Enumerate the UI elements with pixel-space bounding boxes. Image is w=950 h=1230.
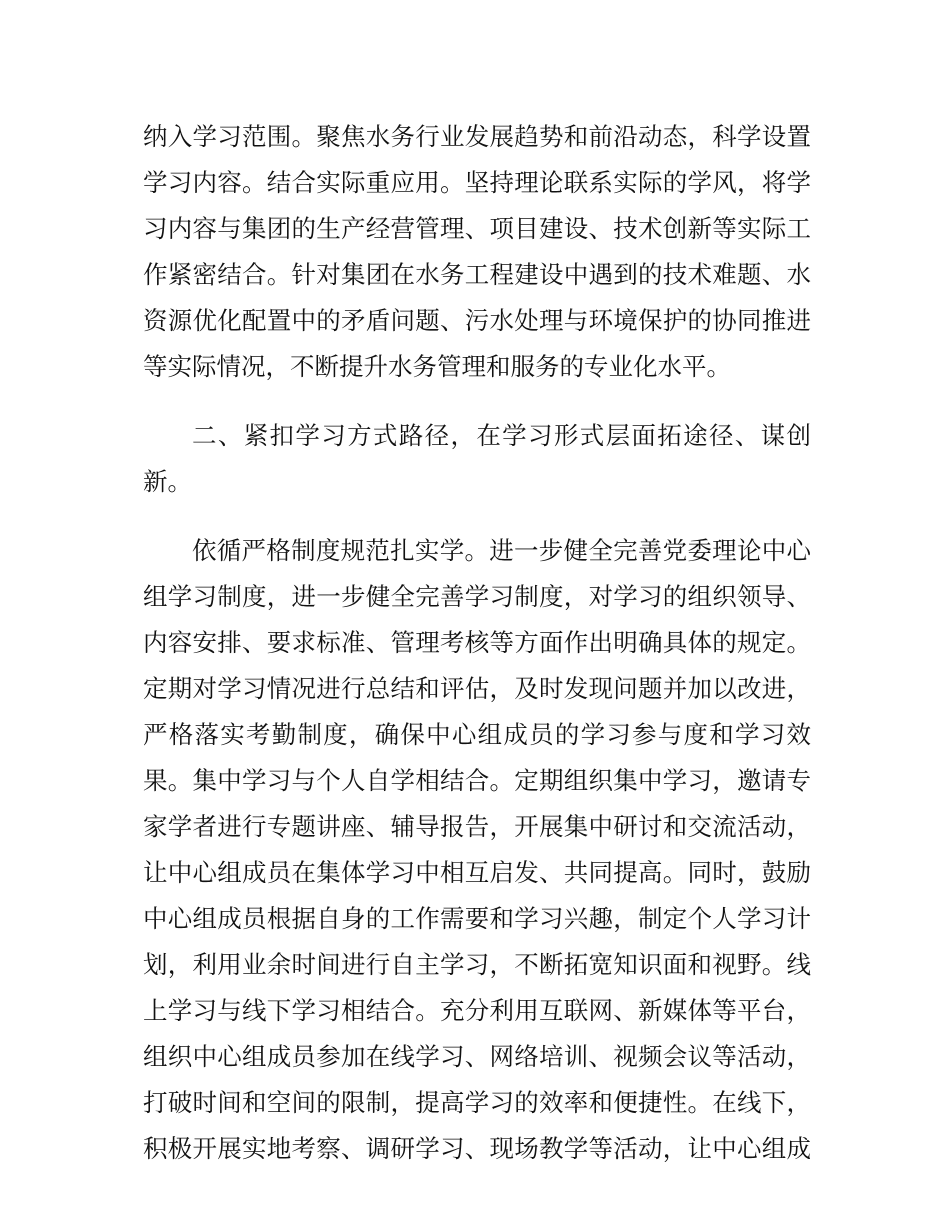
text-line: 让中心组成员在集体学习中相互启发、共同提高。同时，鼓励 (143, 858, 811, 887)
text-line: 定期对学习情况进行总结和评估，及时发现问题并加以改进， (143, 674, 811, 703)
text-line: 资源优化配置中的矛盾问题、污水处理与环境保护的协同推进 (143, 306, 811, 335)
paragraph-continued (143, 114, 811, 390)
text-line: 习内容与集团的生产经营管理、项目建设、技术创新等实际工 (143, 214, 811, 243)
text-line: 学习内容。结合实际重应用。坚持理论联系实际的学风，将学 (143, 168, 811, 197)
document-body (143, 114, 811, 1172)
text-line: 新。 (143, 467, 192, 496)
section-heading (143, 413, 811, 505)
text-line: 打破时间和空间的限制，提高学习的效率和便捷性。在线下， (143, 1088, 811, 1117)
text-line: 组织中心组成员参加在线学习、网络培训、视频会议等活动， (143, 1042, 811, 1071)
text-line: 上学习与线下学习相结合。充分利用互联网、新媒体等平台， (143, 996, 811, 1025)
text-line: 划，利用业余时间进行自主学习，不断拓宽知识面和视野。线 (143, 950, 811, 979)
paragraph-spacer (143, 505, 811, 528)
text-line: 积极开展实地考察、调研学习、现场教学等活动，让中心组成 (143, 1134, 811, 1163)
text-line: 果。集中学习与个人自学相结合。定期组织集中学习，邀请专 (143, 766, 811, 795)
text-line: 依循严格制度规范扎实学。进一步健全完善党委理论中心 (192, 536, 811, 565)
text-line: 纳入学习范围。聚焦水务行业发展趋势和前沿动态，科学设置 (143, 122, 811, 151)
text-line: 内容安排、要求标准、管理考核等方面作出明确具体的规定。 (143, 628, 811, 657)
text-line: 中心组成员根据自身的工作需要和学习兴趣，制定个人学习计 (143, 904, 811, 933)
text-line: 等实际情况，不断提升水务管理和服务的专业化水平。 (143, 352, 731, 381)
text-line: 家学者进行专题讲座、辅导报告，开展集中研讨和交流活动， (143, 812, 811, 841)
text-line: 作紧密结合。针对集团在水务工程建设中遇到的技术难题、水 (143, 260, 811, 289)
text-line: 严格落实考勤制度，确保中心组成员的学习参与度和学习效 (143, 720, 811, 749)
paragraph-body (143, 528, 811, 1172)
text-line: 组学习制度，进一步健全完善学习制度，对学习的组织领导、 (143, 582, 811, 611)
paragraph-spacer (143, 390, 811, 413)
text-line: 二、紧扣学习方式路径，在学习形式层面拓途径、谋创 (192, 421, 811, 450)
